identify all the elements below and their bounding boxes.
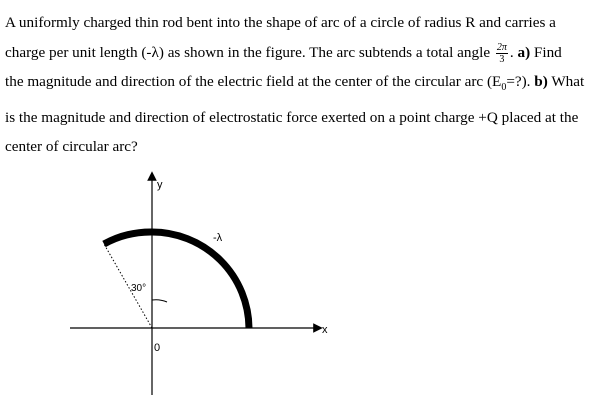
angle-denominator: 3 [499, 53, 505, 65]
problem-line-3: the magnitude and direction of the electric field at the center of the circular arc (E [5, 73, 502, 90]
field-subscript: 0 [501, 82, 507, 94]
angle-arc-marker [152, 300, 167, 302]
part-b-label: b) [534, 73, 548, 90]
part-a-label: a) [517, 43, 531, 61]
problem-line-5: center of circular arc? [5, 138, 138, 156]
charge-density-label: -λ [213, 232, 223, 244]
problem-line-3-eq: =?). [506, 73, 531, 90]
angle-numerator: 2π [496, 41, 507, 53]
x-axis-label: x [322, 324, 328, 336]
problem-line-2: charge per unit length (-λ) as shown in the figure. The arc subtends a total angle [5, 43, 491, 61]
charged-arc [104, 232, 249, 328]
angle-label: 30° [131, 283, 147, 294]
origin-label: 0 [154, 342, 161, 354]
y-axis-label: y [157, 179, 163, 191]
problem-line-4: is the magnitude and direction of electrostatic force exerted on a point charge +Q placed at the [5, 108, 579, 126]
problem-line-3-end: What [551, 73, 585, 90]
problem-line-1: A uniformly charged thin rod bent into the shape of arc of a circle of radius R and carries a [5, 14, 556, 31]
problem-line-2-end: Find [533, 43, 562, 61]
angle-period: . [509, 43, 514, 61]
